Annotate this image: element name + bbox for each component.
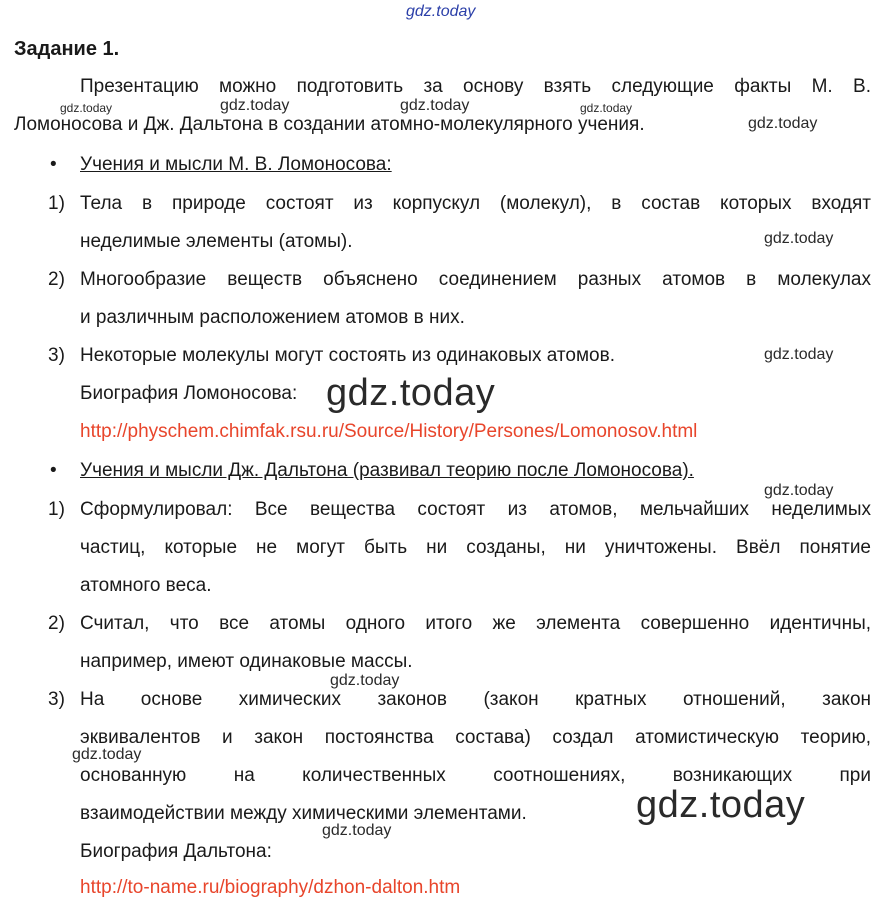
list-number: 1) — [48, 499, 65, 520]
bio-link-dalton[interactable]: http://to-name.ru/biography/dzhon-dalton.htm — [80, 877, 461, 898]
list-number: 3) — [48, 689, 65, 710]
bio-label-lomonosov: Биография Ломоносова: — [80, 383, 298, 404]
list-number: 2) — [48, 613, 65, 634]
list-item-line: Тела в природе состоят из корпускул (молекул), в состав которых входят — [80, 193, 871, 214]
bio-label-dalton: Биография Дальтона: — [80, 841, 272, 862]
bio-link-lomonosov[interactable]: http://physchem.chimfak.rsu.ru/Source/History/Persones/Lomonosov.html — [80, 421, 698, 442]
watermark-large: gdz.today — [636, 784, 806, 826]
list-item-line: частиц, которые не могут быть ни созданы, ни уничтожены. Ввёл понятие — [80, 537, 871, 558]
section-heading-dalton: Учения и мысли Дж. Дальтона (развивал теорию после Ломоносова). — [80, 460, 694, 481]
watermark: gdz.today — [764, 346, 834, 363]
watermark: gdz.today — [60, 101, 113, 115]
watermark: gdz.today — [72, 746, 142, 763]
watermark-top: gdz.today — [406, 3, 476, 20]
list-item-line: неделимые элементы (атомы). — [80, 231, 353, 252]
watermark: gdz.today — [330, 672, 400, 689]
list-item-line: Считал, что все атомы одного итого же элемента совершенно идентичны, — [80, 613, 871, 634]
bullet-icon: • — [50, 154, 57, 175]
list-item-line: На основе химических законов (закон кратных отношений, закон — [80, 689, 871, 710]
watermark: gdz.today — [580, 101, 633, 115]
watermark: gdz.today — [764, 482, 834, 499]
list-item-line: и различным расположением атомов в них. — [80, 307, 465, 328]
list-item-line: например, имеют одинаковые массы. — [80, 651, 413, 672]
watermark: gdz.today — [400, 97, 470, 114]
task-title: Задание 1. — [14, 38, 120, 60]
list-item-line: Некоторые молекулы могут состоять из одинаковых атомов. — [80, 345, 615, 366]
watermark: gdz.today — [322, 822, 392, 839]
list-item-line: атомного веса. — [80, 575, 212, 596]
bullet-icon: • — [50, 460, 57, 481]
watermark: gdz.today — [220, 97, 290, 114]
intro-line: Презентацию можно подготовить за основу взять следующие факты М. В. — [80, 76, 871, 97]
watermark: gdz.today — [748, 115, 818, 132]
list-item-line: Сформулировал: Все вещества состоят из атомов, мельчайших неделимых — [80, 499, 871, 520]
list-number: 1) — [48, 193, 65, 214]
section-heading-lomonosov: Учения и мысли М. В. Ломоносова: — [80, 154, 392, 175]
list-item-line: взаимодействии между химическими элементами. — [80, 803, 527, 824]
list-number: 2) — [48, 269, 65, 290]
watermark: gdz.today — [764, 230, 834, 247]
list-number: 3) — [48, 345, 65, 366]
list-item-line: основанную на количественных соотношениях, возникающих при — [80, 765, 871, 786]
list-item-line: Многообразие веществ объяснено соединением разных атомов в молекулах — [80, 269, 871, 290]
intro-line: Ломоносова и Дж. Дальтона в создании атомно-молекулярного учения. — [14, 114, 645, 135]
list-item-line: эквивалентов и закон постоянства состава) создал атомистическую теорию, — [80, 727, 871, 748]
watermark-large: gdz.today — [326, 372, 496, 414]
